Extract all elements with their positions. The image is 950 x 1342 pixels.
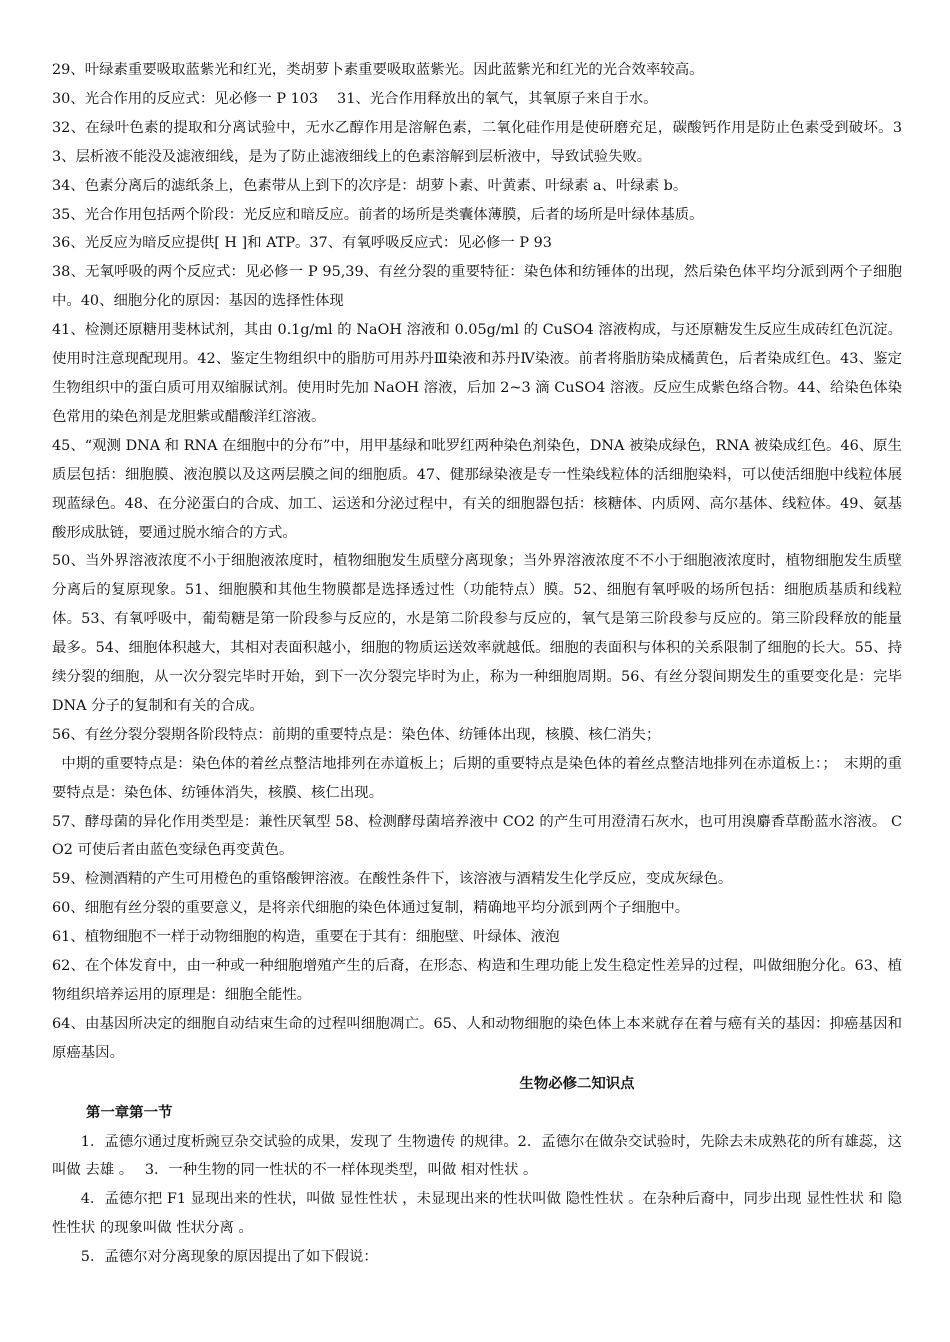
chapter-paragraph-1: 1．孟德尔通过度析豌豆杂交试验的成果，发现了 生物遗传 的规律。2．孟德尔在做杂交试验时，先除去未成熟花的所有雄蕊，这叫做 去雄 。 3．一种生物的同一性状的不一样体现类型，叫做 相对性状 。 (52, 1133, 902, 1179)
paragraph-41: 41、检测还原糖用斐林试剂，其由 0.1g/ml 的 NaOH 溶液和 0.05g/ml 的 CuSO4 溶液构成，与还原糖发生反应生成砖红色沉淀。使用时注意现配现用。42、鉴定生物组织中的脂肪可用苏丹Ⅲ染液和苏丹Ⅳ染液。前者将脂肪染成橘黄色，后者染成红色。43、鉴定生物组织中的蛋白质可用双缩脲试剂。使用时先加 NaOH 溶液，后加 2~3 滴 CuSO4 溶液。反应生成紫色络合物。44、给染色体染色常用的染色剂是龙胆紫或醋酸洋红溶液。 (52, 322, 902, 425)
paragraph-36: 36、光反应为暗反应提供[ H ]和 ATP。37、有氧呼吸反应式：见必修一 P 93 (52, 235, 552, 252)
paragraph-60: 60、细胞有丝分裂的重要意义，是将亲代细胞的染色体通过复制，精确地平均分派到两个子细胞中。 (52, 900, 690, 917)
paragraph-56b: 中期的重要特点是：染色体的着丝点整洁地排列在赤道板上；后期的重要特点是染色体的着丝点整洁地排列在赤道板上：； 末期的重要特点是：染色体、纺锤体消失，核膜、核仁出现。 (52, 755, 902, 801)
chapter-title: 第一章第一节 (86, 1103, 173, 1121)
paragraph-29: 29、叶绿素重要吸取蓝紫光和红光，类胡萝卜素重要吸取蓝紫光。因此蓝紫光和红光的光合效率较高。 (52, 62, 704, 78)
paragraph-64: 64、由基因所决定的细胞自动结束生命的过程叫细胞凋亡。65、人和动物细胞的染色体上本来就存在着与癌有关的基因：抑癌基因和原癌基因。 (52, 1015, 902, 1061)
document-page (52, 56, 902, 1272)
paragraph-57: 57、酵母菌的异化作用类型是：兼性厌氧型 58、检测酵母菌培养液中 CO2 的产生可用澄清石灰水，也可用溴麝香草酚蓝水溶液。 CO2 可使后者由蓝色变绿色再变黄色。 (52, 813, 902, 859)
paragraph-30: 30、光合作用的反应式：见必修一 P 103 31、光合作用释放出的氧气，其氧原子来自于水。 (52, 90, 658, 107)
chapter-paragraph-5: 5．孟德尔对分离现象的原因提出了如下假说： (80, 1249, 378, 1266)
paragraph-38: 38、无氧呼吸的两个反应式：见必修一 P 95,39、有丝分裂的重要特征：染色体和纺锤体的出现，然后染色体平均分派到两个子细胞中。40、细胞分化的原因：基因的选择性体现 (52, 264, 902, 310)
section-title: 生物必修二知识点 (519, 1074, 635, 1092)
chapter-paragraph-4: 4．孟德尔把 F1 显现出来的性状，叫做 显性性状 ，未显现出来的性状叫做 隐性性状 。在杂种后裔中，同步出现 显性性状 和 隐性性状 的现象叫做 性状分离 。 (52, 1191, 902, 1237)
paragraph-62: 62、在个体发育中，由一种或一种细胞增殖产生的后裔，在形态、构造和生理功能上发生稳定性差异的过程，叫做细胞分化。63、植物组织培养运用的原理是：细胞全能性。 (52, 958, 902, 1003)
paragraph-59: 59、检测酒精的产生可用橙色的重铬酸钾溶液。在酸性条件下，该溶液与酒精发生化学反应，变成灰绿色。 (52, 871, 733, 888)
paragraph-45: 45、“观测 DNA 和 RNA 在细胞中的分布”中，用甲基绿和吡罗红两种染色剂染色，DNA 被染成绿色，RNA 被染成红色。46、原生质层包括：细胞膜、液泡膜以及这两层膜之间的细胞质。47、健那绿染液是专一性染线粒体的活细胞染料，可以使活细胞中线粒体展现蓝绿色。48、在分泌蛋白的合成、加工、运送和分泌过程中，有关的细胞器包括：核糖体、内质网、高尔基体、线粒体。49、氨基酸形成肽链，要通过脱水缩合的方式。 (52, 437, 902, 541)
paragraph-34: 34、色素分离后的滤纸条上，色素带从上到下的次序是：胡萝卜素、叶黄素、叶绿素 a、叶绿素 b。 (52, 177, 688, 194)
paragraph-50: 50、当外界溶液浓度不小于细胞液浓度时，植物细胞发生质壁分离现象；当外界溶液浓度不不小于细胞液浓度时，植物细胞发生质壁分离后的复原现象。51、细胞膜和其他生物膜都是选择透过性（功能特点）膜。52、细胞有氧呼吸的场所包括：细胞质基质和线粒体。53、有氧呼吸中，葡萄糖是第一阶段参与反应的，水是第二阶段参与反应的，氧气是第三阶段参与反应的。第三阶段释放的能量最多。54、细胞体积越大，其相对表面积越小，细胞的物质运送效率就越低。细胞的表面积与体积的关系限制了细胞的长大。55、持续分裂的细胞，从一次分裂完毕时开始，到下一次分裂完毕时为止，称为一种细胞周期。56、有丝分裂间期发生的重要变化是：完毕 DNA 分子的复制和有关的合成。 (52, 553, 902, 714)
paragraph-32: 32、在绿叶色素的提取和分离试验中，无水乙醇作用是溶解色素，二氧化硅作用是使研磨充足，碳酸钙作用是防止色素受到破坏。33、层析液不能没及滤液细线，是为了防止滤液细线上的色素溶解到层析液中，导致试验失败。 (52, 119, 902, 165)
paragraph-61: 61、植物细胞不一样于动物细胞的构造，重要在于其有：细胞壁、叶绿体、液泡 (52, 929, 560, 946)
paragraph-35: 35、光合作用包括两个阶段：光反应和暗反应。前者的场所是类囊体薄膜，后者的场所是叶绿体基质。 (52, 206, 704, 223)
paragraph-56a: 56、有丝分裂分裂期各阶段特点：前期的重要特点是：染色体、纺锤体出现，核膜、核仁消失； (52, 726, 661, 743)
